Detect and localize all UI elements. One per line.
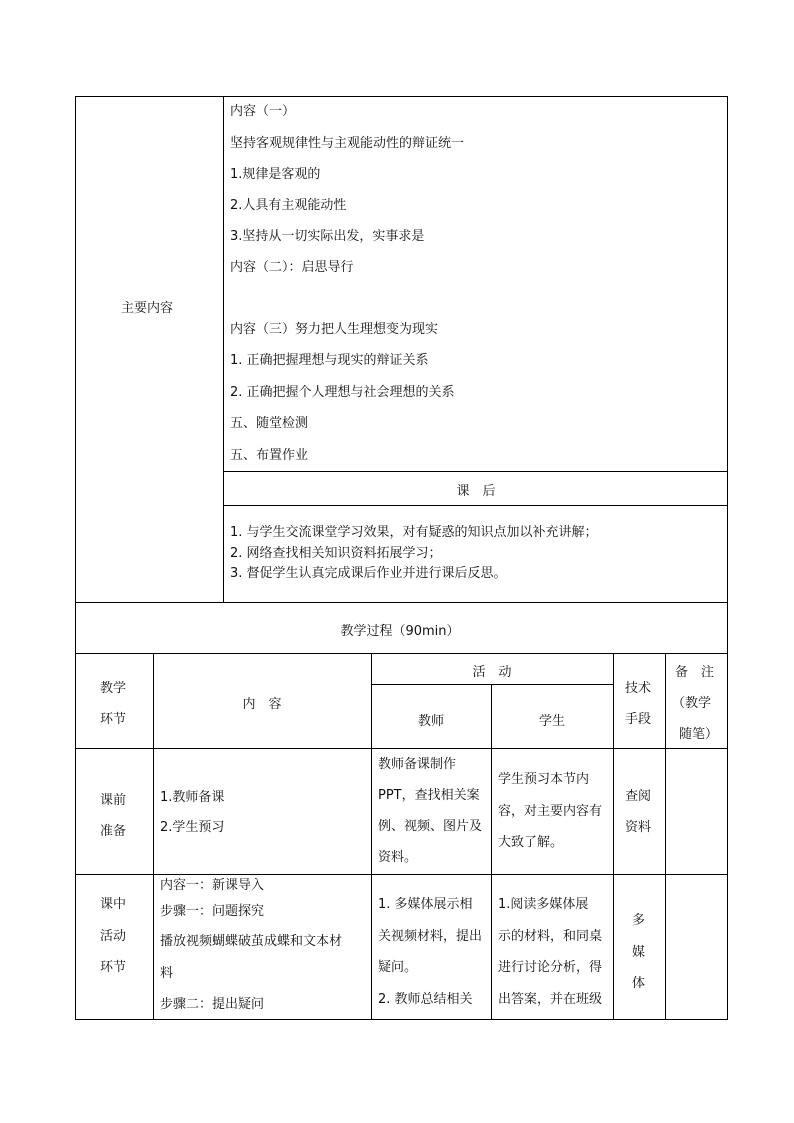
header-student: 学生 [538,714,565,729]
process-title: 教学过程（90min） [340,624,460,639]
row-teacher: 教师备课制作 [378,757,457,772]
row-teacher: 1. 多媒体展示相 [378,897,473,912]
content-line: 五、布置作业 [230,448,309,463]
row-tech: 媒 [632,945,646,960]
header-tech: 手段 [625,712,652,727]
row-teacher: 例、视频、图片及 [378,819,483,834]
content-line: 2.人具有主观能动性 [230,198,347,213]
row-student: 容，对主要内容有 [498,804,603,819]
row-content: 1.教师备课 [160,790,225,805]
row-content: 播放视频蝴蝶破茧成蝶和文本材 [160,934,343,949]
row-content: 内容一：新课导入 [160,878,265,893]
content-line: 五、随堂检测 [230,416,309,431]
row-content: 步骤一：问题探究 [160,904,265,919]
header-notes: （教学 [672,696,712,711]
row-stage: 活动 [100,929,127,944]
row-tech: 多 [632,913,646,928]
row-content: 2.学生预习 [160,820,225,835]
row-teacher: PPT，查找相关案 [378,788,480,803]
row-stage: 课前 [100,793,127,808]
header-stage: 教学 [100,681,127,696]
row-stage: 环节 [100,960,127,975]
content-line: 3.坚持从一切实际出发，实事求是 [230,229,425,244]
row-tech: 查阅 [625,789,652,804]
list-item: 1. 与学生交流课堂学习效果，对有疑惑的知识点加以补充讲解； [230,525,598,540]
content-line: 1. 正确把握理想与现实的辩证关系 [230,353,429,368]
row-student: 大致了解。 [498,835,564,850]
header-tech: 技术 [625,681,652,696]
header-teacher: 教师 [417,714,444,729]
row-student: 1.阅读多媒体展 [498,897,589,912]
main-content-label: 主要内容 [121,301,174,316]
row-teacher: 资料。 [378,850,418,865]
row-content: 料 [160,966,174,981]
row-teacher: 疑问。 [378,960,418,975]
row-student: 学生预习本节内 [498,772,590,787]
list-item: 3. 督促学生认真完成课后作业并进行课后反思。 [230,566,507,581]
header-notes: 备 注 [675,665,715,680]
row-student: 出答案，并在班级 [498,992,603,1007]
header-content: 内 容 [242,697,282,712]
content-line: 内容（一） [230,104,296,119]
header-notes: 随笔） [679,727,719,742]
content-line: 内容（二）：启思导行 [230,260,354,275]
list-item: 2. 网络查找相关知识资料拓展学习； [230,546,442,561]
row-tech: 资料 [625,820,652,835]
after-class-title: 课 后 [456,484,496,499]
content-line: 内容（三）努力把人生理想变为现实 [230,322,439,337]
row-student: 进行讨论分析，得 [498,960,603,975]
header-stage: 环节 [100,712,127,727]
content-line: 1.规律是客观的 [230,167,321,182]
content-line: 2. 正确把握个人理想与社会理想的关系 [230,385,455,400]
content-line: 坚持客观规律性与主观能动性的辩证统一 [230,136,465,151]
row-teacher: 关视频材料，提出 [378,929,483,944]
row-stage: 准备 [100,824,127,839]
header-activity: 活 动 [472,665,512,680]
row-tech: 体 [632,976,646,991]
row-content: 步骤二：提出疑问 [160,997,265,1012]
row-student: 示的材料，和同桌 [498,929,603,944]
row-teacher: 2. 教师总结相关 [378,992,473,1007]
row-stage: 课中 [100,897,127,912]
